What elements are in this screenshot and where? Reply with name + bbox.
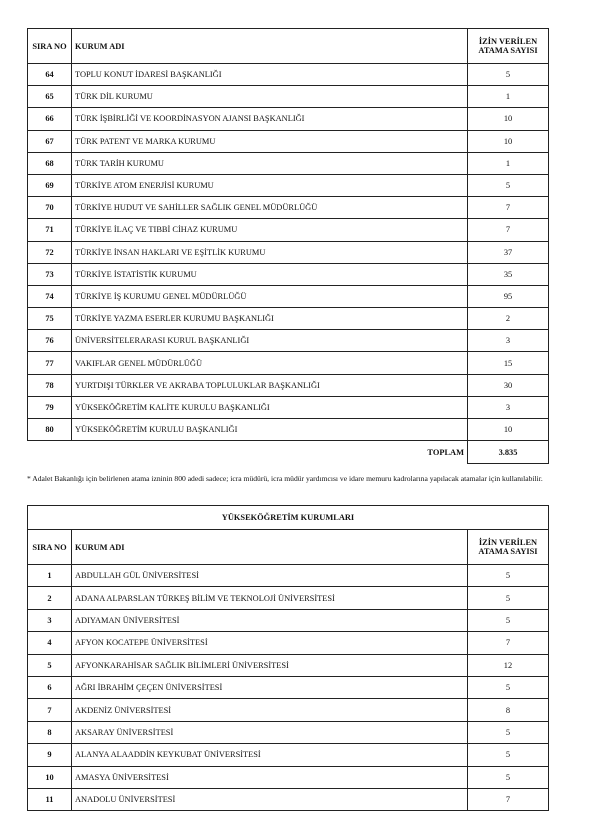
table-row [28,374,549,396]
total-value: 3.835 [468,441,549,464]
row-name: TÜRKİYE İLAÇ VE TIBBİ CİHAZ KURUMU [72,219,468,241]
table-row [28,86,549,108]
row-count: 5 [468,64,549,86]
row-name: ÜNİVERSİTELERARASI KURUL BAŞKANLIĞI [72,330,468,352]
row-count: 7 [467,632,548,654]
table-row [28,241,549,263]
row-count: 8 [467,699,548,721]
row-name: TÜRKİYE İŞ KURUMU GENEL MÜDÜRLÜĞÜ [72,285,468,307]
section-title-row [28,506,549,530]
row-name: AMASYA ÜNİVERSİTESİ [72,766,468,788]
table-row [28,766,549,788]
table-row [28,174,549,196]
row-count: 10 [468,419,549,441]
row-no: 76 [28,330,72,352]
row-count: 5 [467,744,548,766]
header-kurum-adi: KURUM ADI [72,29,468,64]
row-count: 10 [468,130,549,152]
total-label: TOPLAM [72,441,468,464]
row-name: ADANA ALPARSLAN TÜRKEŞ BİLİM VE TEKNOLOJİ ÜNİVERSİTESİ [72,587,468,609]
row-name: TÜRKİYE YAZMA ESERLER KURUMU BAŞKANLIĞI [72,308,468,330]
row-no: 80 [28,419,72,441]
section-title: YÜKSEKÖĞRETİM KURUMLARI [28,506,549,530]
row-name: TÜRKİYE HUDUT VE SAHİLLER SAĞLIK GENEL MÜDÜRLÜĞÜ [72,197,468,219]
row-count: 1 [468,152,549,174]
row-count: 7 [468,219,549,241]
row-count: 1 [468,86,549,108]
total-row [28,441,549,464]
row-count: 5 [467,676,548,698]
table-row [28,744,549,766]
table-row [28,285,549,307]
table-row [28,352,549,374]
row-name: TÜRKİYE İNSAN HAKLARI VE EŞİTLİK KURUMU [72,241,468,263]
table-row [28,419,549,441]
row-name: ABDULLAH GÜL ÜNİVERSİTESİ [72,565,468,587]
table-row [28,632,549,654]
table-header [28,29,549,64]
table-header [28,530,549,565]
row-no: 74 [28,285,72,307]
row-no: 5 [28,654,72,676]
row-no: 3 [28,609,72,631]
header-atama-sayisi: İZİN VERİLEN ATAMA SAYISI [468,29,549,64]
table-body [28,565,549,811]
row-no: 10 [28,766,72,788]
row-count: 5 [468,174,549,196]
row-no: 73 [28,263,72,285]
header-sira-no: SIRA NO [28,29,72,64]
row-no: 70 [28,197,72,219]
row-count: 7 [468,197,549,219]
header-sira-no: SIRA NO [28,530,72,565]
row-no: 69 [28,174,72,196]
table-row [28,699,549,721]
table-row [28,64,549,86]
row-no: 75 [28,308,72,330]
row-count: 5 [467,565,548,587]
row-no: 7 [28,699,72,721]
row-count: 5 [467,609,548,631]
header-atama-sayisi: İZİN VERİLEN ATAMA SAYISI [467,530,548,565]
row-name: AFYONKARAHİSAR SAĞLIK BİLİMLERİ ÜNİVERSİTESİ [72,654,468,676]
header-kurum-adi: KURUM ADI [72,530,468,565]
row-name: YURTDIŞI TÜRKLER VE AKRABA TOPLULUKLAR BAŞKANLIĞI [72,374,468,396]
row-name: TÜRK TARİH KURUMU [72,152,468,174]
table-row [28,152,549,174]
row-count: 3 [468,396,549,418]
table-row [28,396,549,418]
row-no: 78 [28,374,72,396]
row-no: 66 [28,108,72,130]
row-no: 64 [28,64,72,86]
row-count: 12 [467,654,548,676]
table-row [28,654,549,676]
row-name: TÜRKİYE ATOM ENERJİSİ KURUMU [72,174,468,196]
row-count: 37 [468,241,549,263]
table-row [28,721,549,743]
row-count: 3 [468,330,549,352]
row-no: 1 [28,565,72,587]
table-body [28,64,549,441]
row-count: 10 [468,108,549,130]
table-row [28,108,549,130]
row-count: 95 [468,285,549,307]
table-row [28,676,549,698]
table-row [28,609,549,631]
row-name: YÜKSEKÖĞRETİM KURULU BAŞKANLIĞI [72,419,468,441]
row-name: YÜKSEKÖĞRETİM KALİTE KURULU BAŞKANLIĞI [72,396,468,418]
row-count: 30 [468,374,549,396]
row-count: 2 [468,308,549,330]
row-name: AFYON KOCATEPE ÜNİVERSİTESİ [72,632,468,654]
row-no: 71 [28,219,72,241]
row-name: AĞRI İBRAHİM ÇEÇEN ÜNİVERSİTESİ [72,676,468,698]
row-no: 67 [28,130,72,152]
row-no: 68 [28,152,72,174]
row-no: 6 [28,676,72,698]
row-count: 7 [467,788,548,810]
row-name: VAKIFLAR GENEL MÜDÜRLÜĞÜ [72,352,468,374]
row-no: 9 [28,744,72,766]
table-row [28,587,549,609]
row-no: 65 [28,86,72,108]
table-row [28,219,549,241]
row-count: 5 [467,721,548,743]
table-row [28,197,549,219]
row-count: 5 [467,587,548,609]
row-no: 11 [28,788,72,810]
footnote: * Adalet Bakanlığı için belirlenen atama izninin 800 adedi sadece; icra müdürü, icra müdür yardımcısı ve idare memuru kadrolarına yapılacak atamalar için kullanılabilir. [27,474,543,483]
row-no: 8 [28,721,72,743]
row-no: 72 [28,241,72,263]
institutions-table-1 [27,28,549,464]
row-name: ADIYAMAN ÜNİVERSİTESİ [72,609,468,631]
row-no: 4 [28,632,72,654]
table-row [28,788,549,810]
row-name: AKSARAY ÜNİVERSİTESİ [72,721,468,743]
row-name: ALANYA ALAADDİN KEYKUBAT ÜNİVERSİTESİ [72,744,468,766]
row-name: TÜRK İŞBİRLİĞİ VE KOORDİNASYON AJANSI BAŞKANLIĞI [72,108,468,130]
table-row [28,308,549,330]
row-name: ANADOLU ÜNİVERSİTESİ [72,788,468,810]
row-name: TOPLU KONUT İDARESİ BAŞKANLIĞI [72,64,468,86]
table-row [28,263,549,285]
row-name: TÜRKİYE İSTATİSTİK KURUMU [72,263,468,285]
institutions-table-2 [27,505,549,811]
row-no: 77 [28,352,72,374]
row-count: 5 [467,766,548,788]
row-name: TÜRK PATENT VE MARKA KURUMU [72,130,468,152]
row-name: AKDENİZ ÜNİVERSİTESİ [72,699,468,721]
row-count: 35 [468,263,549,285]
table-row [28,565,549,587]
row-count: 15 [468,352,549,374]
table-row [28,330,549,352]
table-row [28,130,549,152]
row-name: TÜRK DİL KURUMU [72,86,468,108]
row-no: 2 [28,587,72,609]
row-no: 79 [28,396,72,418]
